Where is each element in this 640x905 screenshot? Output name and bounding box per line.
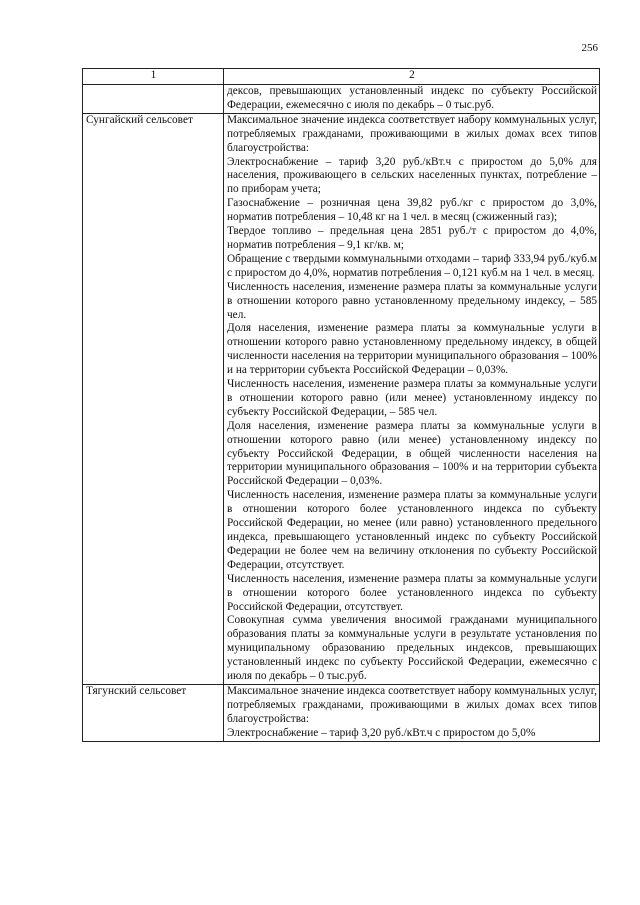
paragraph: Численность населения, изменение размера платы за коммунальные услуги в отношении которого равно (или менее) установленному индексу по субъекту Российской Федерации, – 585 чел. <box>227 378 597 418</box>
column-header-2: 2 <box>224 69 600 85</box>
paragraph: Совокупная сумма увеличения вносимой гражданами муниципального образования платы за коммунальные услуги в результате установления по муниципальному образованию предельных индексов, превышающих установленный индекс по субъекту Российской Федерации, ежемесячно с июля по декабрь – 0 тыс.руб. <box>227 614 597 683</box>
paragraph: Электроснабжение – тариф 3,20 руб./кВт.ч с приростом до 5,0% <box>227 726 536 739</box>
page-number: 256 <box>581 42 598 54</box>
paragraph: Доля населения, изменение размера платы за коммунальные услуги в отношении которого равно установленному предельному индексу, в общей численности населения на территории муниципального образования – 100% и на территории субъекта Российской Федерации – 0,03%. <box>227 322 597 377</box>
table-header-row <box>83 69 600 85</box>
paragraph: Численность населения, изменение размера платы за коммунальные услуги в отношении которого равно установленному предельному индексу, – 585 чел. <box>227 280 597 321</box>
municipality-name <box>83 85 224 114</box>
paragraph: дексов, превышающих установленный индекс по субъекту Российской Федерации, ежемесячно с июля по декабрь – 0 тыс.руб. <box>227 85 597 111</box>
paragraph: Электроснабжение – тариф 3,20 руб./кВт.ч с приростом до 5,0% для населения, проживающего в сельских населенных пунктах, потребление – по приборам учета; <box>227 155 597 196</box>
paragraph: Максимальное значение индекса соответствует набору коммунальных услуг, потребляемых гражданами, проживающими в жилых домах всех типов благоустройства: <box>227 684 597 725</box>
column-header-1: 1 <box>83 69 224 85</box>
municipal-index-table <box>82 68 600 742</box>
table-row <box>83 85 600 114</box>
description-cell <box>224 684 600 741</box>
description-cell <box>224 85 600 114</box>
paragraph: Обращение с твердыми коммунальными отходами – тариф 333,94 руб./куб.м с приростом до 4,0%, норматив потребления – 0,121 куб.м на 1 чел. в месяц. <box>227 252 597 279</box>
description-cell <box>224 113 600 684</box>
paragraph: Максимальное значение индекса соответствует набору коммунальных услуг, потребляемых гражданами, проживающими в жилых домах всех типов благоустройства: <box>227 113 597 154</box>
paragraph: Доля населения, изменение размера платы за коммунальные услуги в отношении которого равно (или менее) установленному индексу по субъекту Российской Федерации, в общей численности населения на территории муниципального образования – 100% и на территории субъекта Российской Федерации – 0,03%. <box>227 419 597 488</box>
paragraph: Газоснабжение – розничная цена 39,82 руб./кг с приростом до 3,0%, норматив потребления – 10,48 кг на 1 чел. в месяц (сжиженный газ); <box>227 197 597 224</box>
table-row <box>83 684 600 741</box>
municipality-name: Сунгайский сельсовет <box>83 113 224 684</box>
table-row <box>83 113 600 684</box>
paragraph: Твердое топливо – предельная цена 2851 руб./т с приростом до 4,0%, норматив потребления – 9,1 кг/кв. м; <box>227 225 597 251</box>
municipality-name: Тягунский сельсовет <box>83 684 224 741</box>
paragraph: Численность населения, изменение размера платы за коммунальные услуги в отношении которого более установленного индекса по субъекту Российской Федерации, отсутствует. <box>227 572 597 613</box>
paragraph: Численность населения, изменение размера платы за коммунальные услуги в отношении которого более установленного индекса по субъекту Российской Федерации, но менее (или равно) установленного предельного индекса, превышающего установленный индекс по субъекту Российской Федерации не более чем на величину отклонения по субъекту Российской Федерации, отсутствует. <box>227 489 597 571</box>
